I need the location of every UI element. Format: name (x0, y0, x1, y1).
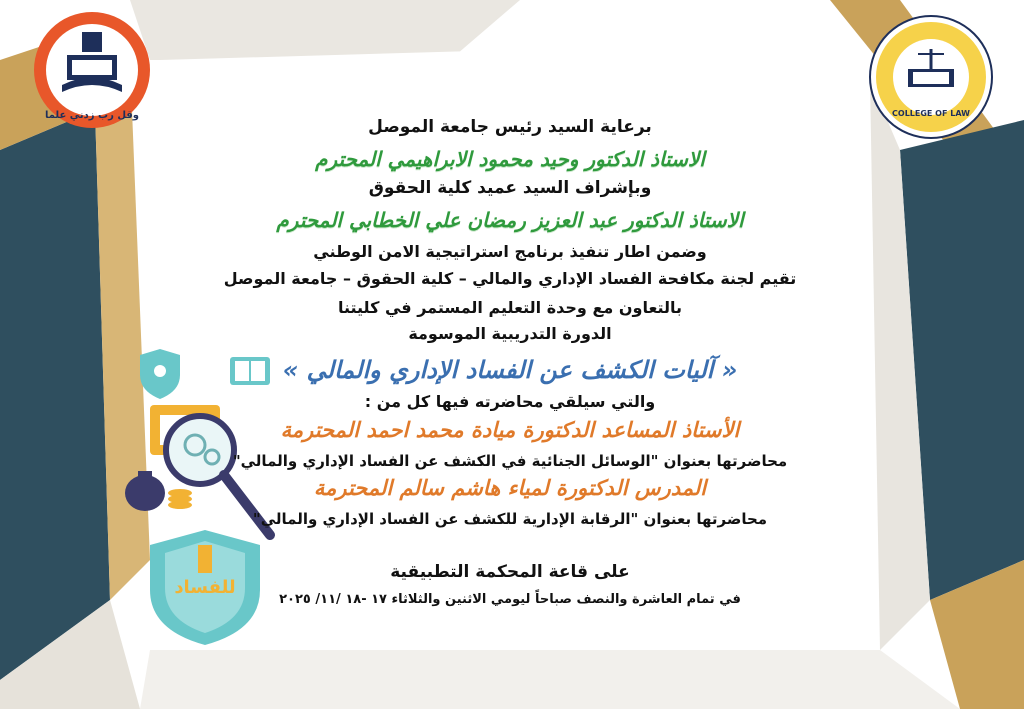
line-course: الدورة التدريبية الموسومة (408, 324, 612, 343)
university-logo-bottom-text: وقل رب زدني علما (44, 110, 140, 121)
line-cooperation: بالتعاون مع وحدة التعليم المستمر في كليتنا (337, 298, 683, 317)
line-framework: وضمن اطار تنفيذ برنامج استراتيجية الامن الوطني (313, 242, 707, 261)
college-logo-en-text: COLLEGE OF LAW (892, 109, 970, 118)
line-venue: على قاعة المحكمة التطبيقية (390, 562, 630, 582)
line-lecturers-intro: والتي سيلقي محاضرته فيها كل من : (364, 392, 656, 411)
lecturer-2-topic: محاضرتها بعنوان "الرقابة الإدارية للكشف عن الفساد الإداري والمالي" (252, 510, 768, 528)
course-title: « آليات الكشف عن الفساد الإداري والمالي » (282, 356, 738, 384)
lecturer-1-topic: محاضرتها بعنوان "الوسائل الجنائية في الكشف عن الفساد الإداري والمالي" (232, 452, 788, 470)
shield-label: للفساد (174, 577, 236, 598)
line-university-president: الاستاذ الدكتور وحيد محمود الابراهيمي المحترم (315, 147, 705, 171)
lecturer-2-name: المدرس الدكتورة لمياء هاشم سالم المحترمة (313, 476, 707, 500)
lecturer-1-name: الأستاذ المساعد الدكتورة ميادة محمد احمد المحترمة (280, 418, 740, 442)
line-date-time: في تمام العاشرة والنصف صباحاً ليومي الاثنين والثلاثاء ١٧ -١٨ /١١/ ٢٠٢٥ (279, 592, 741, 607)
line-supervision: وبإشراف السيد عميد كلية الحقوق (368, 178, 652, 198)
line-dean: الاستاذ الدكتور عبد العزيز رمضان علي الخطابي المحترم (276, 208, 744, 232)
line-committee: تقيم لجنة مكافحة الفساد الإداري والمالي – كلية الحقوق – جامعة الموصل (223, 269, 797, 288)
line-patronage: برعاية السيد رئيس جامعة الموصل (368, 117, 652, 137)
